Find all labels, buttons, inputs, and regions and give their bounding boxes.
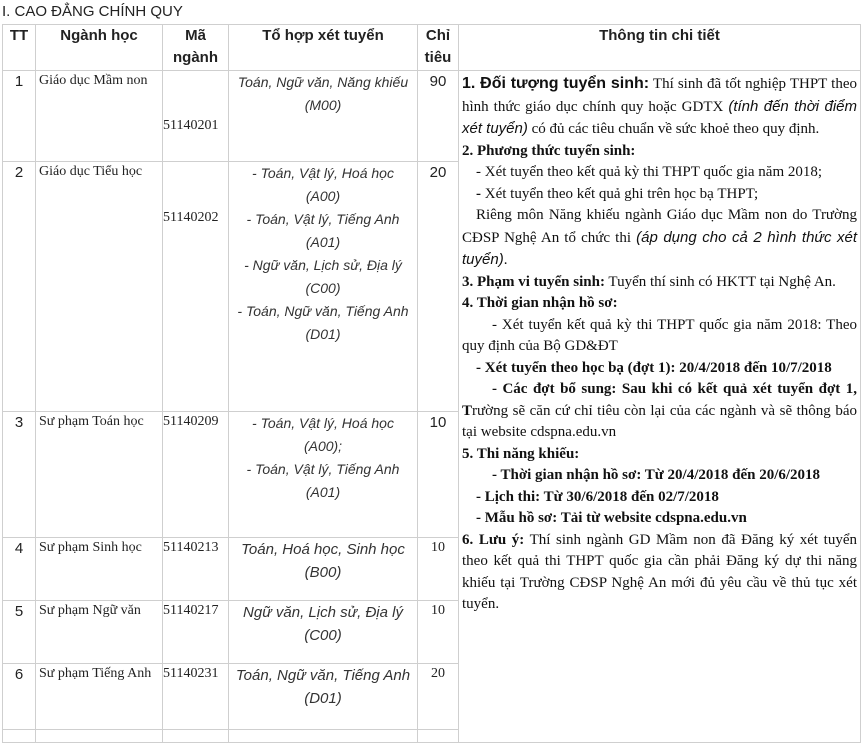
row-major: Sư phạm Toán học	[36, 412, 163, 538]
header-tt: TT	[3, 25, 36, 71]
row-quota: 90	[418, 71, 459, 162]
row-code-text: 51140202	[163, 210, 219, 225]
table-header-row	[3, 25, 861, 71]
detail-s5-head: 5. Thi năng khiếu:	[462, 445, 580, 462]
row-code-text: 51140213	[163, 540, 219, 555]
header-major: Ngành học	[36, 25, 163, 71]
combo-line: - Toán, Ngữ văn, Tiếng Anh	[237, 303, 409, 319]
row-combo	[229, 412, 418, 538]
detail-s4-line3-bold: - Các đợt bổ sung: Sau khi có kết quả xét tuyển đợt 1, T	[462, 381, 857, 419]
header-detail: Thông tin chi tiết	[459, 25, 861, 71]
row-quota: 20	[418, 664, 459, 730]
row-combo	[229, 601, 418, 664]
detail-s1-text-a: Thí sinh đã tốt nghiệp THPT theo hình thức giáo dục chính quy hoặc GDTX	[462, 76, 857, 115]
row-major: Giáo dục Mầm non	[36, 71, 163, 162]
row-code	[163, 664, 229, 730]
detail-s4-head: 4. Thời gian nhận hồ sơ:	[462, 295, 618, 311]
detail-s4-line2: - Xét tuyển theo học bạ (đợt 1): 20/4/2018 đến 10/7/2018	[476, 359, 832, 376]
empty-cell	[36, 730, 163, 743]
section-title: I. CAO ĐẲNG CHÍNH QUY	[2, 3, 183, 20]
detail-section-3	[462, 272, 857, 294]
row-tt: 5	[3, 601, 36, 664]
detail-s1-text-b: có đủ các tiêu chuẩn về sức khoẻ theo quy định.	[527, 121, 820, 137]
row-quota: 10	[418, 412, 459, 538]
row-code-text: 51140231	[163, 666, 219, 681]
row-combo	[229, 538, 418, 601]
row-code-text: 51140217	[163, 603, 219, 618]
combo-line: - Toán, Vật lý, Tiếng Anh	[246, 211, 400, 227]
combo-line: Toán, Ngữ văn, Năng khiếu	[237, 74, 409, 90]
header-code-line2: ngành	[173, 49, 218, 66]
row-quota: 20	[418, 162, 459, 412]
combo-line: Toán, Hoá học, Sinh học	[241, 541, 405, 558]
detail-section-6	[462, 530, 857, 616]
header-combo: Tổ hợp xét tuyển	[229, 25, 418, 71]
combo-line: (B00)	[304, 564, 342, 581]
combo-line: (M00)	[304, 97, 342, 113]
detail-s2-line3	[462, 205, 857, 272]
detail-s2-line2	[462, 184, 857, 206]
detail-s5-line1: - Thời gian nhận hồ sơ: Từ 20/4/2018 đến 20/6/2018	[492, 467, 821, 483]
detail-s4-line3-text: rường sẽ căn cứ chỉ tiêu còn lại của các ngành và sẽ thông báo tại website cdspna.edu.vn	[462, 402, 857, 440]
detail-s2-line2-text: Xét tuyển theo kết quả ghi trên học bạ THPT;	[484, 185, 759, 202]
header-code-line1: Mã	[185, 27, 206, 44]
row-code-text: 51140201	[163, 118, 219, 133]
empty-cell	[418, 730, 459, 743]
detail-s1-italic: (tính đến thời điểm xét tuyển)	[462, 97, 858, 137]
detail-cell	[459, 71, 861, 743]
detail-s2-line3-end: .	[503, 252, 508, 268]
detail-s2-line3-italic: (áp dụng cho cả 2 hình thức xét tuyển)	[462, 228, 857, 268]
empty-cell	[3, 730, 36, 743]
combo-line: (A00);	[303, 438, 343, 454]
combo-line: (D01)	[305, 326, 341, 342]
row-major: Sư phạm Ngữ văn	[36, 601, 163, 664]
row-code	[163, 412, 229, 538]
detail-s6-head: 6. Lưu ý:	[462, 531, 525, 548]
combo-line: (D01)	[304, 690, 342, 707]
row-code	[163, 601, 229, 664]
row-tt: 1	[3, 71, 36, 162]
combo-line: Ngữ văn, Lịch sử, Địa lý	[243, 604, 403, 621]
header-quota	[418, 25, 459, 71]
detail-s5-line3: - Mẫu hồ sơ: Tải từ website cdspna.edu.vn	[476, 510, 747, 526]
detail-s2-line3-text: Riêng môn Năng khiếu ngành Giáo dục Mầm non do Trường CĐSP Nghệ An tổ chức thi	[462, 207, 857, 246]
admission-table	[2, 24, 861, 743]
row-major: Sư phạm Tiếng Anh	[36, 664, 163, 730]
row-code	[163, 162, 229, 412]
detail-s3-head: 3. Phạm vi tuyển sinh:	[462, 273, 605, 290]
row-code-text: 51140209	[163, 414, 219, 429]
detail-s3-text: Tuyển thí sinh có HKTT tại Nghệ An.	[604, 273, 836, 290]
header-code	[163, 25, 229, 71]
header-quota-line1: Chỉ	[425, 27, 451, 44]
detail-s4-line1: - Xét tuyển kết quả kỳ thi THPT quốc gia năm 2018: Theo quy định của Bộ GD&ĐT	[462, 316, 857, 354]
table-row	[3, 71, 861, 162]
row-quota: 10	[418, 538, 459, 601]
empty-cell	[229, 730, 418, 743]
combo-line: (A00)	[305, 188, 341, 204]
combo-line: - Toán, Vật lý, Hoá học	[252, 165, 394, 181]
row-combo	[229, 162, 418, 412]
row-combo	[229, 71, 418, 162]
combo-line: - Toán, Vật lý, Tiếng Anh	[246, 461, 400, 477]
row-tt: 6	[3, 664, 36, 730]
detail-s6-text: Thí sinh ngành GD Mầm non đã Đăng ký xét tuyển theo kết quả thi THPT quốc gia cần phải Đăng ký dự thi năng khiếu tại Trường CĐSP Nghệ An mới đủ yêu cầu về thủ tục xét tuyển.	[462, 531, 857, 612]
combo-line: - Ngữ văn, Lịch sử, Địa lý	[244, 257, 402, 273]
row-combo	[229, 664, 418, 730]
combo-line: (A01)	[305, 234, 341, 250]
row-code	[163, 538, 229, 601]
detail-s5-line2: - Lịch thi: Từ 30/6/2018 đến 02/7/2018	[476, 488, 719, 505]
detail-s4-line3	[462, 379, 857, 444]
row-tt: 3	[3, 412, 36, 538]
row-code	[163, 71, 229, 162]
detail-s1-head: 1. Đối tượng tuyển sinh:	[462, 75, 650, 92]
combo-line: (A01)	[305, 484, 341, 500]
header-quota-line2: tiêu	[424, 49, 452, 66]
empty-cell	[163, 730, 229, 743]
row-tt: 2	[3, 162, 36, 412]
detail-s2-head: 2. Phương thức tuyển sinh:	[462, 142, 636, 159]
row-quota: 10	[418, 601, 459, 664]
row-tt: 4	[3, 538, 36, 601]
detail-section-1	[462, 73, 857, 141]
combo-line: Toán, Ngữ văn, Tiếng Anh	[235, 667, 411, 684]
detail-s2-line1: - Xét tuyển theo kết quả kỳ thi THPT quốc gia năm 2018;	[476, 164, 823, 180]
row-major: Sư phạm Sinh học	[36, 538, 163, 601]
detail-s2-line2-dash: -	[476, 185, 485, 202]
row-major: Giáo dục Tiểu học	[36, 162, 163, 412]
combo-line: (C00)	[305, 280, 341, 296]
combo-line: - Toán, Vật lý, Hoá học	[252, 415, 394, 431]
combo-line: (C00)	[304, 627, 342, 644]
